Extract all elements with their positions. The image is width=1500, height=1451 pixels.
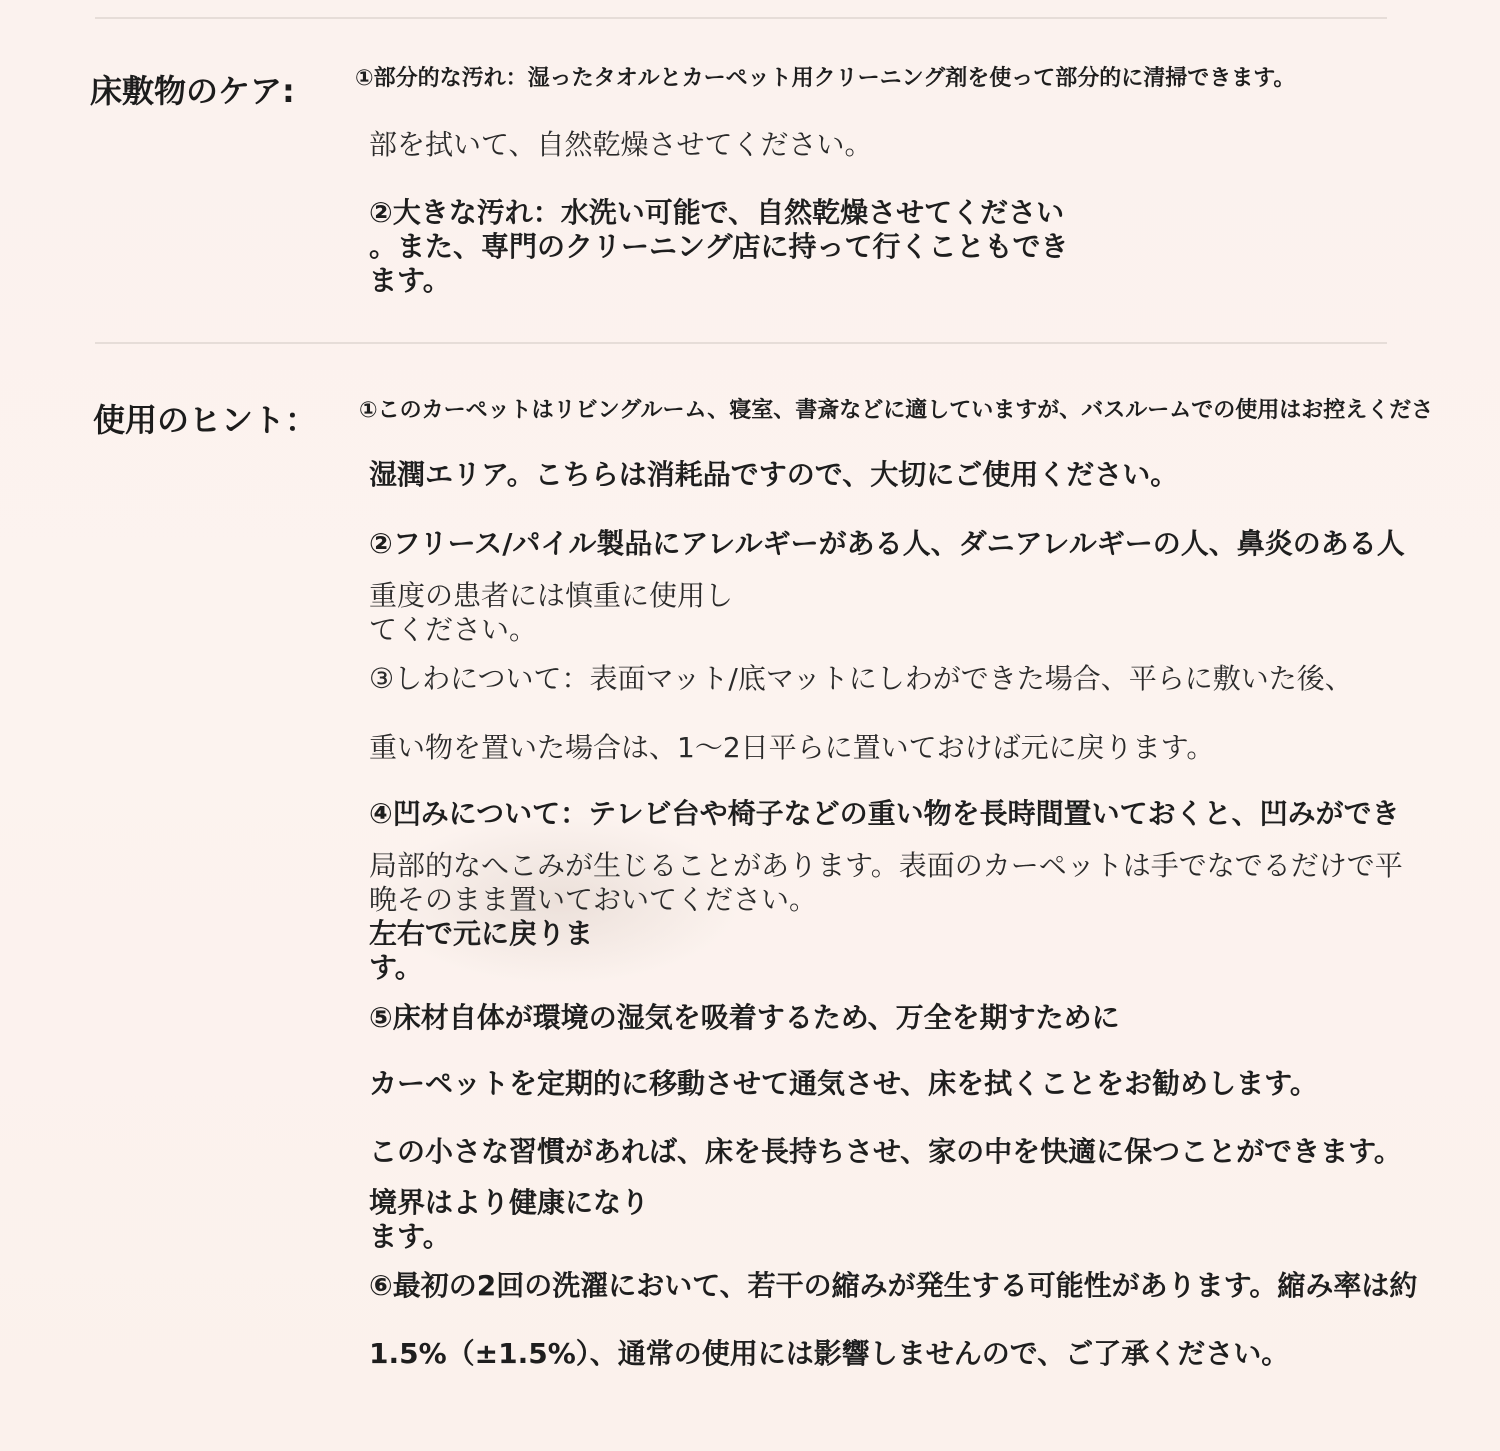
care-line: ます。	[369, 264, 451, 297]
tips-line: 湿潤エリア。こちらは消耗品ですので、大切にご使用ください。	[369, 458, 1179, 491]
top-divider	[95, 17, 1387, 19]
tips-line: ①このカーペットはリビングルーム、寝室、書斎などに適していますが、バスルームでの使用はお控えくださ	[359, 398, 1434, 423]
tips-line: 左右で元に戻りま	[369, 917, 594, 950]
tips-line: ④凹みについて：テレビ台や椅子などの重い物を長時間置いておくと、凹みができ	[369, 797, 1400, 830]
tips-line: す。	[369, 951, 423, 984]
tips-line: 境界はより健康になり	[369, 1186, 650, 1219]
tips-line: 1.5%（±1.5%）、通常の使用には影響しませんので、ご了承ください。	[369, 1337, 1290, 1370]
tips-line: ②フリース/パイル製品にアレルギーがある人、ダニアレルギーの人、鼻炎のある人	[369, 527, 1405, 560]
tips-line: てください。	[369, 613, 538, 646]
tips-line: 晩そのまま置いておいてください。	[369, 883, 818, 916]
care-line: 。また、専門のクリーニング店に持って行くこともでき	[369, 230, 1069, 263]
tips-line: 重度の患者には慎重に使用し	[369, 579, 734, 612]
care-line: 部を拭いて、自然乾燥させてください。	[369, 128, 873, 161]
tips-line: ⑤床材自体が環境の湿気を吸着するため、万全を期すために	[369, 1001, 1120, 1034]
care-line: ①部分的な汚れ：湿ったタオルとカーペット用クリーニング剤を使って部分的に清掃できます。	[355, 66, 1296, 91]
tips-line: ③しわについて：表面マット/底マットにしわができた場合、平らに敷いた後、	[369, 662, 1353, 695]
tips-section-label: 使用のヒント：	[93, 401, 318, 439]
tips-line: カーペットを定期的に移動させて通気させ、床を拭くことをお勧めします。	[369, 1067, 1318, 1100]
tips-line: 局部的なへこみが生じることがあります。表面のカーペットは手でなでるだけで平	[369, 849, 1403, 882]
tips-line: ます。	[369, 1220, 451, 1253]
section-divider	[95, 342, 1387, 344]
care-line: ②大きな汚れ：水洗い可能で、自然乾燥させてください	[369, 196, 1065, 229]
tips-line: この小さな習慣があれば、床を長持ちさせ、家の中を快適に保つことができます。	[369, 1135, 1402, 1168]
tips-line: 重い物を置いた場合は、1〜2日平らに置いておけば元に戻ります。	[369, 731, 1215, 764]
care-section-label: 床敷物のケア:	[90, 72, 295, 110]
tips-line: ⑥最初の2回の洗濯において、若干の縮みが発生する可能性があります。縮み率は約	[369, 1269, 1418, 1302]
